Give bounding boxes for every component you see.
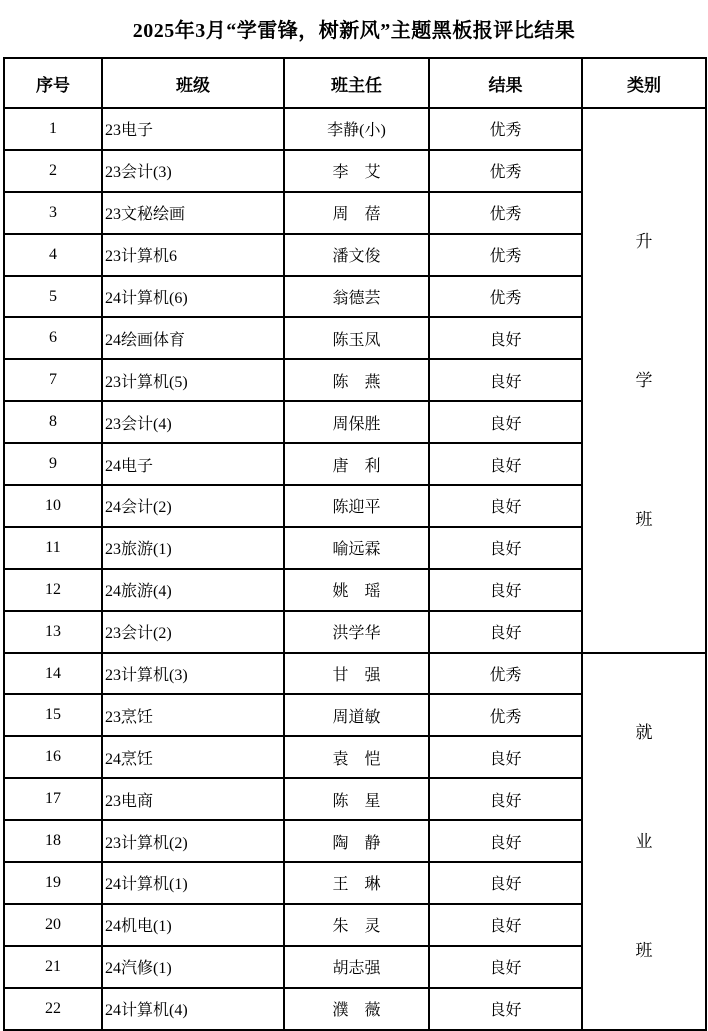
result-cell: 良好 — [429, 527, 582, 569]
result-cell: 优秀 — [429, 150, 582, 192]
result-cell: 良好 — [429, 904, 582, 946]
class-cell: 23会计(2) — [102, 611, 284, 653]
result-cell: 良好 — [429, 569, 582, 611]
serial-cell: 16 — [4, 736, 102, 778]
document-title: 2025年3月“学雷锋，树新风”主题黑板报评比结果 — [132, 20, 576, 42]
teacher-cell: 翁德芸 — [284, 276, 429, 318]
column-header-2: 班主任 — [284, 58, 429, 108]
column-header-1: 班级 — [102, 58, 284, 108]
teacher-cell: 濮 薇 — [284, 988, 429, 1030]
teacher-cell: 甘 强 — [284, 653, 429, 695]
class-cell: 23会计(4) — [102, 401, 284, 443]
class-cell: 23计算机6 — [102, 234, 284, 276]
teacher-cell: 胡志强 — [284, 946, 429, 988]
teacher-cell: 王 琳 — [284, 862, 429, 904]
column-header-4: 类别 — [582, 58, 706, 108]
serial-cell: 8 — [4, 401, 102, 443]
category-char: 班 — [635, 509, 653, 529]
class-cell: 24旅游(4) — [102, 569, 284, 611]
serial-cell: 18 — [4, 820, 102, 862]
result-cell: 良好 — [429, 862, 582, 904]
table-body — [4, 108, 706, 1030]
class-cell: 23计算机(5) — [102, 359, 284, 401]
table-header — [4, 58, 706, 108]
serial-cell: 9 — [4, 443, 102, 485]
header-row — [4, 58, 706, 108]
category-cell — [582, 653, 706, 1030]
teacher-cell: 陶 静 — [284, 820, 429, 862]
serial-cell: 4 — [4, 234, 102, 276]
column-header-0: 序号 — [4, 58, 102, 108]
class-cell: 24计算机(1) — [102, 862, 284, 904]
category-char: 升 — [635, 231, 653, 251]
result-cell: 良好 — [429, 443, 582, 485]
teacher-cell: 朱 灵 — [284, 904, 429, 946]
class-cell: 23烹饪 — [102, 694, 284, 736]
serial-cell: 22 — [4, 988, 102, 1030]
teacher-cell: 喻远霖 — [284, 527, 429, 569]
result-cell: 良好 — [429, 317, 582, 359]
serial-cell: 10 — [4, 485, 102, 527]
class-cell: 24计算机(6) — [102, 276, 284, 318]
result-cell: 优秀 — [429, 653, 582, 695]
teacher-cell: 李 艾 — [284, 150, 429, 192]
class-cell: 24汽修(1) — [102, 946, 284, 988]
serial-cell: 1 — [4, 108, 102, 150]
table-row — [4, 108, 706, 150]
teacher-cell: 陈迎平 — [284, 485, 429, 527]
teacher-cell: 洪学华 — [284, 611, 429, 653]
class-cell: 24电子 — [102, 443, 284, 485]
serial-cell: 11 — [4, 527, 102, 569]
result-cell: 优秀 — [429, 694, 582, 736]
class-cell: 23计算机(3) — [102, 653, 284, 695]
result-cell: 良好 — [429, 778, 582, 820]
teacher-cell: 周 蓓 — [284, 192, 429, 234]
serial-cell: 19 — [4, 862, 102, 904]
result-cell: 优秀 — [429, 234, 582, 276]
teacher-cell: 陈 星 — [284, 778, 429, 820]
class-cell: 24烹饪 — [102, 736, 284, 778]
class-cell: 23旅游(1) — [102, 527, 284, 569]
teacher-cell: 李静(小) — [284, 108, 429, 150]
teacher-cell: 姚 瑶 — [284, 569, 429, 611]
class-cell: 24计算机(4) — [102, 988, 284, 1030]
serial-cell: 17 — [4, 778, 102, 820]
class-cell: 23会计(3) — [102, 150, 284, 192]
serial-cell: 21 — [4, 946, 102, 988]
class-cell: 23计算机(2) — [102, 820, 284, 862]
category-char: 业 — [635, 831, 653, 851]
class-cell: 23电子 — [102, 108, 284, 150]
result-cell: 优秀 — [429, 192, 582, 234]
class-cell: 23电商 — [102, 778, 284, 820]
teacher-cell: 陈玉凤 — [284, 317, 429, 359]
category-label — [583, 109, 705, 652]
category-cell — [582, 108, 706, 653]
teacher-cell: 周保胜 — [284, 401, 429, 443]
result-cell: 良好 — [429, 946, 582, 988]
serial-cell: 5 — [4, 276, 102, 318]
teacher-cell: 周道敏 — [284, 694, 429, 736]
category-char: 学 — [635, 370, 653, 390]
class-cell: 24会计(2) — [102, 485, 284, 527]
result-cell: 良好 — [429, 485, 582, 527]
category-char: 就 — [635, 722, 653, 742]
class-cell: 23文秘绘画 — [102, 192, 284, 234]
column-header-3: 结果 — [429, 58, 582, 108]
class-cell: 24机电(1) — [102, 904, 284, 946]
teacher-cell: 袁 恺 — [284, 736, 429, 778]
result-cell: 良好 — [429, 359, 582, 401]
table-row — [4, 653, 706, 695]
class-cell: 24绘画体育 — [102, 317, 284, 359]
result-cell: 良好 — [429, 820, 582, 862]
result-cell: 良好 — [429, 611, 582, 653]
serial-cell: 13 — [4, 611, 102, 653]
serial-cell: 15 — [4, 694, 102, 736]
results-table — [3, 57, 707, 1031]
serial-cell: 14 — [4, 653, 102, 695]
teacher-cell: 陈 燕 — [284, 359, 429, 401]
result-cell: 优秀 — [429, 276, 582, 318]
serial-cell: 20 — [4, 904, 102, 946]
category-char: 班 — [635, 940, 653, 960]
serial-cell: 7 — [4, 359, 102, 401]
serial-cell: 3 — [4, 192, 102, 234]
teacher-cell: 唐 利 — [284, 443, 429, 485]
serial-cell: 2 — [4, 150, 102, 192]
result-cell: 良好 — [429, 988, 582, 1030]
teacher-cell: 潘文俊 — [284, 234, 429, 276]
result-cell: 优秀 — [429, 108, 582, 150]
category-label — [583, 654, 705, 1029]
result-cell: 良好 — [429, 736, 582, 778]
result-cell: 良好 — [429, 401, 582, 443]
serial-cell: 12 — [4, 569, 102, 611]
serial-cell: 6 — [4, 317, 102, 359]
